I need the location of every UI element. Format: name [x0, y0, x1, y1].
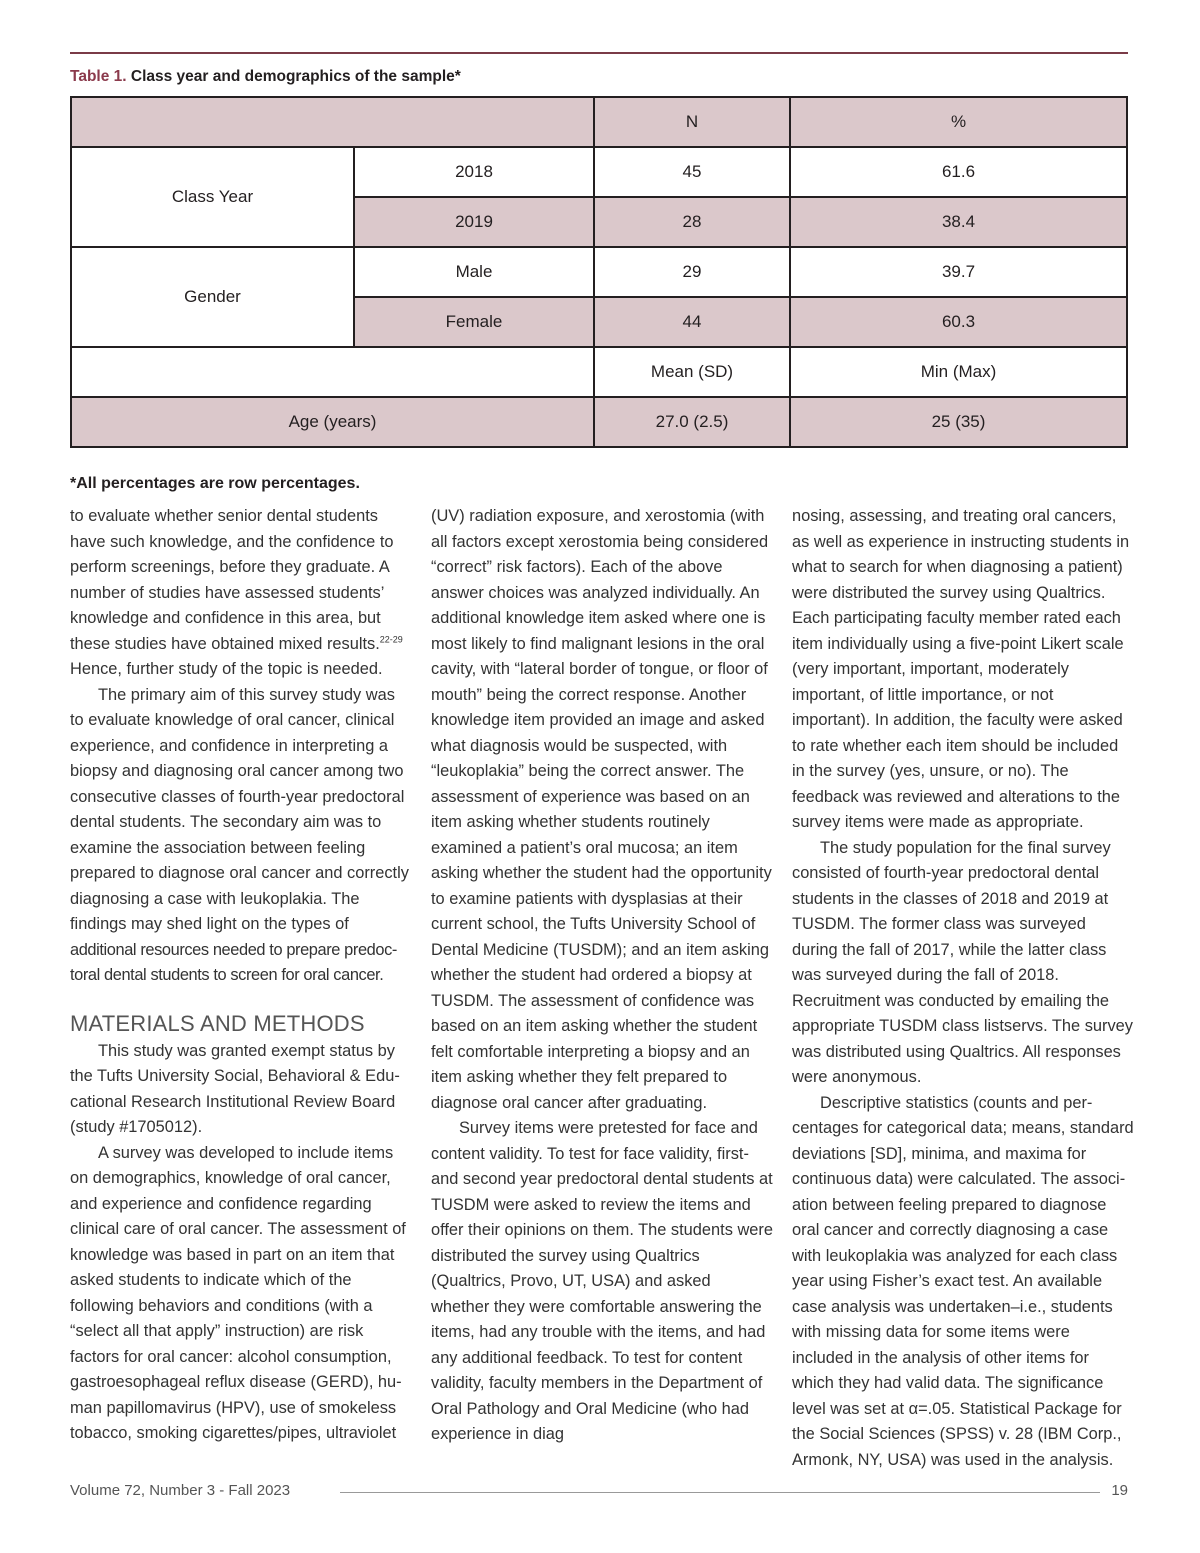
- row-n: 44: [594, 297, 790, 347]
- paragraph: Descriptive statistics (counts and percentages for categorical data; means, standard deviations [SD], minima, and maxima for continuous data) were calculated. The association between feeling prepared to diagnose oral cancer and correctly diagnosing a case with leukoplakia was analyzed for each class year using Fisher’s exact test. An available case analysis was undertaken–i.e., students with missing data for some items were included in the analysis of other items for which they had valid data. The significance level was set at α=.05. Statistical Package for the Social Sciences (SPSS) v. 28 (IBM Corp., Armonk, NY, USA) was used in the analysis.: [792, 1093, 1134, 1469]
- age-mean: 27.0 (2.5): [594, 397, 790, 447]
- demographics-table: [70, 96, 1128, 448]
- paragraph-text: additional resources needed to prepare predoctoral dental students to screen for oral cancer.: [70, 940, 398, 984]
- table-number: Table 1.: [70, 68, 127, 85]
- row-percent: 38.4: [790, 197, 1127, 247]
- row-label: 2018: [354, 147, 594, 197]
- paragraph: This study was granted exempt status by the Tufts University Social, Behavioral & Educational Research Institutional Review Board (study #1705012).: [70, 1041, 400, 1136]
- text-column-2: [431, 504, 773, 1448]
- paragraph: The study population for the final survey consisted of fourth-year predoctoral dental students in the classes of 2018 and 2019 at TUSDM. The former class was surveyed during the fall of 2017, while the latter class was surveyed during the fall of 2018. Recruitment was conducted by emailing the appropriate TUSDM class listservs. The survey was distributed using Qualtrics. All responses were anonymous.: [792, 838, 1133, 1086]
- age-label: Age (years): [71, 397, 594, 447]
- table-row: [71, 247, 1127, 297]
- header-n: N: [594, 97, 790, 147]
- row-label: Female: [354, 297, 594, 347]
- page-number: 19: [1111, 1482, 1128, 1499]
- row-n: 45: [594, 147, 790, 197]
- header-blank-cell: [71, 97, 594, 147]
- paragraph-text: to evaluate whether senior dental students have such knowledge, and the confidence to perform screenings, before they graduate. A number of studies have assessed students’ knowledge and confidence in this area, but these studies have obtained mixed results.: [70, 507, 394, 653]
- row-percent: 60.3: [790, 297, 1127, 347]
- section-heading: MATERIALS AND METHODS: [70, 1010, 365, 1036]
- table-row: [71, 147, 1127, 197]
- reference-superscript: 22-29: [379, 634, 403, 645]
- paragraph: (UV) radiation exposure, and xerostomia (with all factors except xerostomia being considered “correct” risk factors). Each of the above answer choices was analyzed individually. An additional knowledge item asked where one is most likely to find malignant lesions in the oral cavity, with “lateral border of tongue, or floor of mouth” being the correct response. Another knowledge item provided an image and asked what diagnosis would be suspected, with “leukoplakia” being the correct answer. The assessment of experience was based on an item asking whether students routinely examined a patient’s oral mucosa; an item asking whether the student had the opportunity to examine patients with dysplasias at their current school, the Tufts University School of Dental Medicine (TUSDM); and an item asking whether the student had ordered a biopsy at TUSDM. The assessment of confidence was based on an item asking whether the student felt comfortable interpreting a biopsy and an item asking whether they felt prepared to diagnose oral cancer after graduating.: [431, 507, 772, 1112]
- age-row: [71, 397, 1127, 447]
- row-label: Male: [354, 247, 594, 297]
- table-caption: [70, 68, 461, 86]
- header-mean-sd: Mean (SD): [594, 347, 790, 397]
- text-column-3: [792, 504, 1134, 1473]
- footer-volume: Volume 72, Number 3 - Fall 2023: [70, 1482, 291, 1499]
- paragraph: [70, 683, 412, 989]
- header-min-max: Min (Max): [790, 347, 1127, 397]
- paragraph: A survey was developed to include items on demographics, knowledge of oral cancer, and experience and confidence regarding clinical care of oral cancer. The assessment of knowledge was based in part on an item that asked students to indicate which of the following behaviors and conditions (with a “select all that apply” instruction) are risk factors for oral cancer: alcohol consumption, gastroesophageal reflux disease (GERD), human papillomavirus (HPV), use of smokeless tobacco, smoking cigarettes/pipes, ultraviolet: [70, 1143, 406, 1442]
- text-column-1: [70, 504, 412, 1447]
- table-title: Class year and demographics of the sample*: [130, 68, 461, 85]
- top-rule: [70, 52, 1128, 54]
- header-percent: %: [790, 97, 1127, 147]
- row-label: 2019: [354, 197, 594, 247]
- age-header-row: [71, 347, 1127, 397]
- paragraph: nosing, assessing, and treating oral cancers, as well as experience in instructing students in what to search for when diagnosing a patient) were distributed the survey using Qualtrics. Each participating faculty member rated each item individually using a five-point Likert scale (very important, important, moderately important, of little importance, or not important). In addition, the faculty were asked to rate whether each item should be included in the survey (yes, unsure, or no). The feedback was reviewed and alterations to the survey items were made as appropriate.: [792, 507, 1130, 831]
- paragraph: Survey items were pretested for face and content validity. To test for face validity, first- and second year predoctoral dental students at TUSDM were asked to review the items and offer their opinions on them. The students were distributed the survey using Qualtrics (Qualtrics, Provo, UT, USA) and asked whether they were comfortable answering the items, had any trouble with the items, and had any additional feedback. To test for content validity, faculty members in the Department of Oral Pathology and Oral Medicine (who had experience in diag: [431, 1119, 773, 1443]
- table-header-row: [71, 97, 1127, 147]
- paragraph-text: Hence, further study of the topic is needed.: [70, 660, 383, 678]
- footer-rule: [340, 1492, 1100, 1493]
- class-year-label: Class Year: [71, 147, 354, 247]
- paragraph-text: The primary aim of this survey study was to evaluate knowledge of oral cancer, clinical experience, and confidence in interpreting a biopsy and diagnosing oral cancer among two consecutive classes of fourth-year predoctoral dental students. The secondary aim was to examine the association between feeling prepared to diagnose oral cancer and correctly diagnosing a case with leukoplakia. The findings may shed light on the types of: [70, 685, 409, 933]
- row-n: 28: [594, 197, 790, 247]
- row-n: 29: [594, 247, 790, 297]
- paragraph: [70, 504, 412, 683]
- row-percent: 61.6: [790, 147, 1127, 197]
- age-min-max: 25 (35): [790, 397, 1127, 447]
- gender-label: Gender: [71, 247, 354, 347]
- row-percent: 39.7: [790, 247, 1127, 297]
- table-footnote: *All percentages are row percentages.: [70, 475, 360, 492]
- age-header-blank-cell: [71, 347, 594, 397]
